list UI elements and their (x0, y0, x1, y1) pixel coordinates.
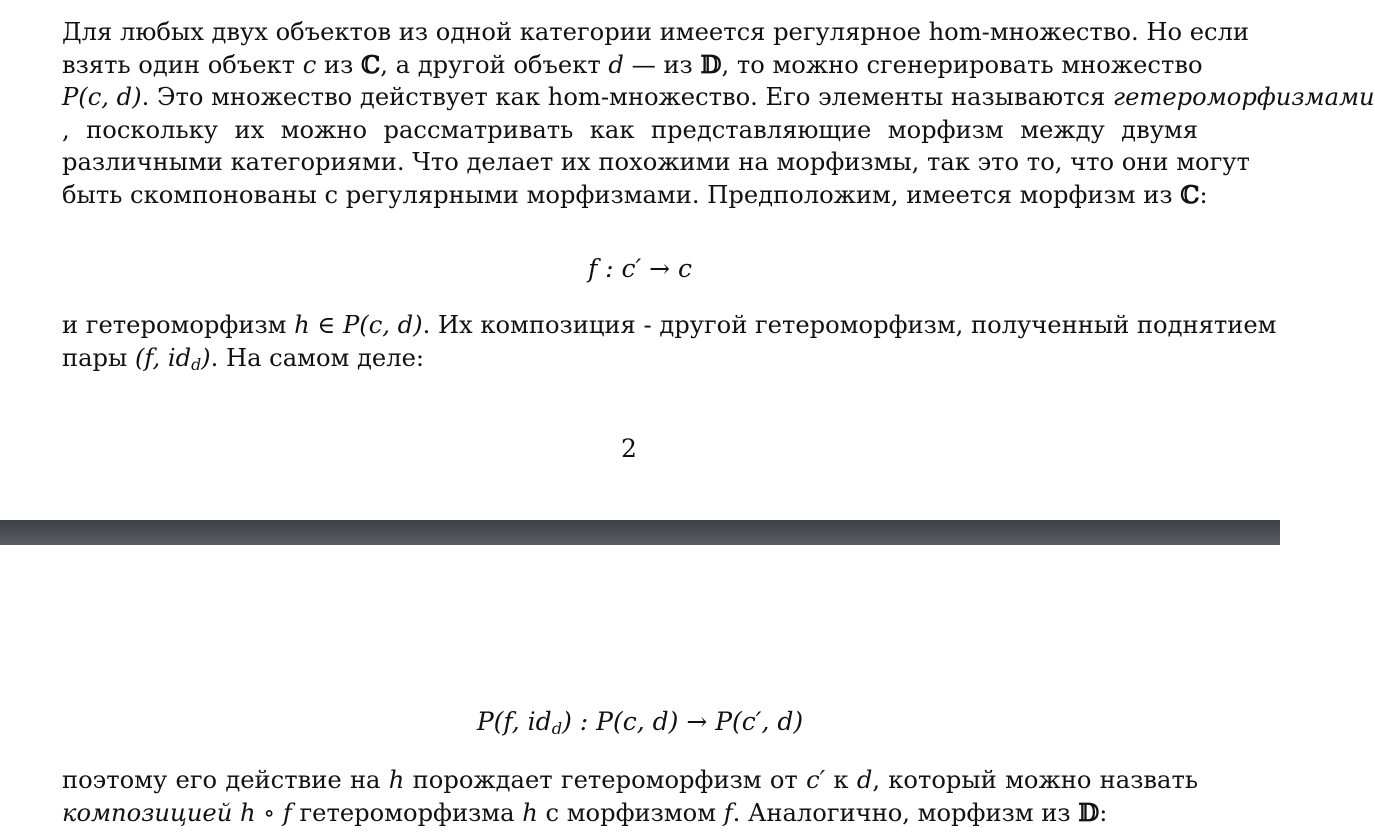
text-line: композицией h ∘ f гетероморфизма h с морфизмом f. Аналогично, морфизм из 𝔻: (62, 797, 1108, 827)
document-page-bottom (0, 545, 1280, 837)
text-line: быть скомпонованы с регулярными морфизмами. Предположим, имеется морфизм из ℂ: (62, 179, 1208, 209)
paragraph-composition-result (62, 764, 1198, 829)
text-line: и гетероморфизм h ∈ P(c, d). Их композиция - другой гетероморфизм, полученный поднятием (62, 311, 1277, 339)
formula-lifted-morphism: P(f, $id_d$) : P(c, d) → P(c′, d) (476, 707, 804, 739)
text-line: , поскольку их можно рассматривать как представляющие морфизм между двумя (62, 115, 1198, 144)
text-line: взять один объект c из ℂ, а другой объект d — из 𝔻, то можно сгенерировать множество (62, 49, 1203, 79)
paragraph-composition (62, 309, 1277, 381)
emphasis-term: гетероморфизмами (1112, 83, 1375, 112)
page-separator (0, 520, 1280, 545)
text-line: различными категориями. Что делает их похожими на морфизмы, так это то, что они могут (62, 148, 1250, 177)
page-number: 2 (621, 434, 637, 463)
text-line: P(c, d). Это множество действует как hom-множество. Его элементы называются гетероморфизмами (62, 83, 1375, 112)
emphasis-term: композицией (62, 798, 233, 827)
text-line: Для любых двух объектов из одной категории имеется регулярное hom-множество. Но если (62, 18, 1250, 46)
paragraph-heteromorphisms-intro (62, 16, 1375, 212)
text-line: пары (f, $id_d$). На самом деле: (62, 343, 425, 374)
formula-morphism-f: f : c′ → c (587, 254, 693, 283)
text-line: поэтому его действие на h порождает гетероморфизм от c′ к d, который можно назвать (62, 766, 1198, 794)
